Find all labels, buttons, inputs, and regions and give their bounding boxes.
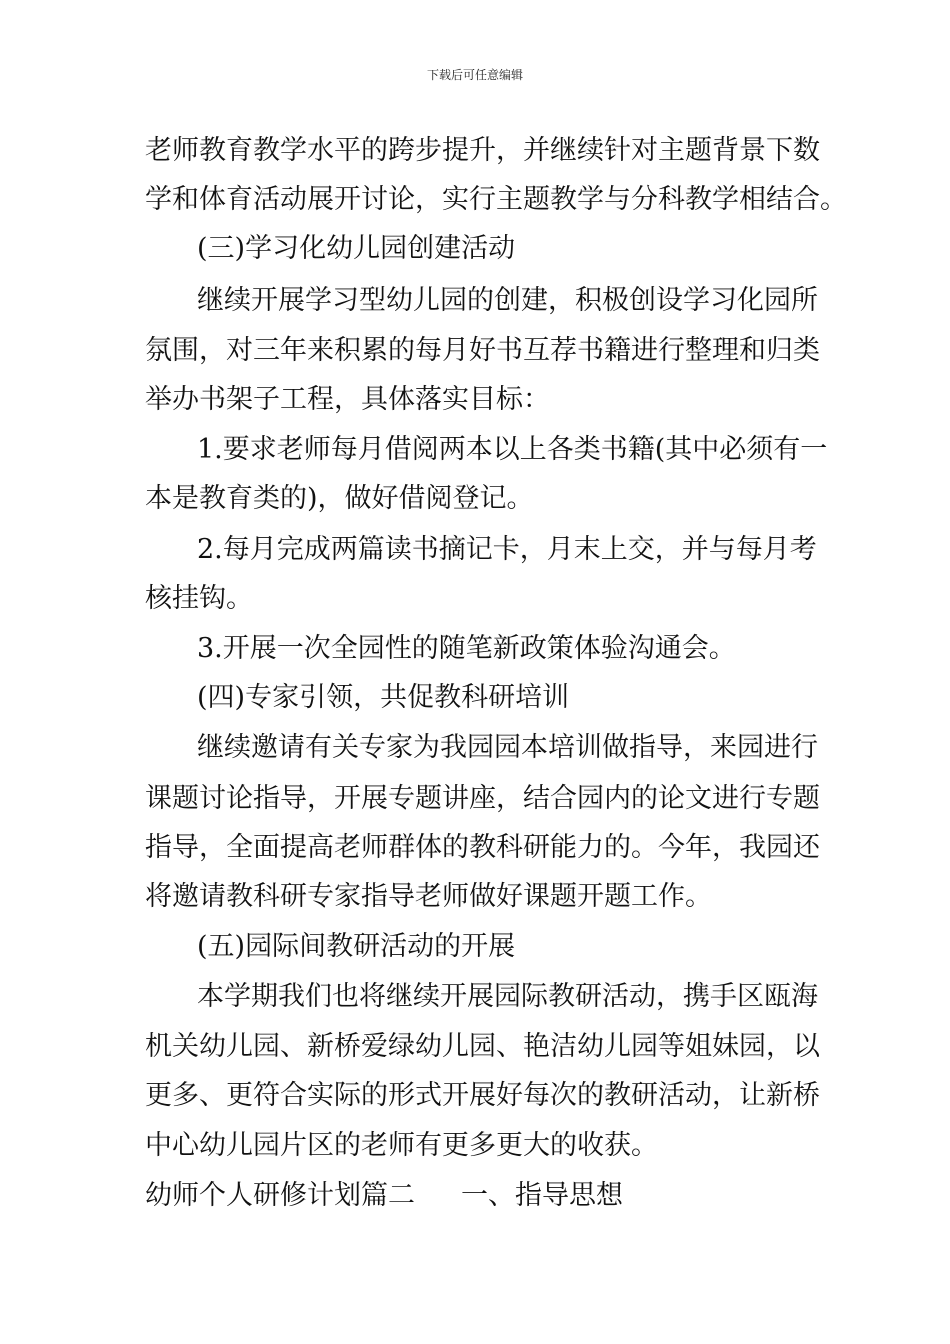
section-heading: (五)园际间教研活动的开展	[197, 931, 516, 962]
document-title: 幼师个人研修计划篇二	[145, 1180, 415, 1211]
paragraph-line: 举办书架子工程，具体落实目标：	[145, 384, 550, 415]
paragraph-line: 继续邀请有关专家为我园园本培训做指导，来园进行	[197, 732, 818, 763]
paragraph-line: 课题讨论指导，开展专题讲座，结合园内的论文进行专题	[145, 783, 820, 814]
closing-heading-line	[145, 1178, 825, 1214]
paragraph-line: 继续开展学习型幼儿园的创建，积极创设学习化园所	[197, 285, 818, 316]
list-item: 1.要求老师每月借阅两本以上各类书籍(其中必须有一	[197, 434, 828, 465]
paragraph-line: 本学期我们也将继续开展园际教研活动，携手区瓯海	[197, 981, 818, 1012]
section-heading: (四)专家引领，共促教科研培训	[197, 682, 570, 713]
paragraph-line: 老师教育教学水平的跨步提升，并继续针对主题背景下数	[145, 135, 820, 166]
paragraph-line: 中心幼儿园片区的老师有更多更大的收获。	[145, 1130, 658, 1161]
paragraph-line: 将邀请教科研专家指导老师做好课题开题工作。	[145, 881, 712, 912]
paragraph-line: 更多、更符合实际的形式开展好每次的教研活动，让新桥	[145, 1080, 820, 1111]
section-heading: 一、指导思想	[461, 1180, 623, 1211]
list-item: 2.每月完成两篇读书摘记卡，月末上交，并与每月考	[197, 534, 817, 565]
list-item-continuation: 本是教育类的)，做好借阅登记。	[145, 483, 534, 514]
paragraph-line: 机关幼儿园、新桥爱绿幼儿园、艳洁幼儿园等姐妹园，以	[145, 1031, 820, 1062]
paragraph-line: 氛围，对三年来积累的每月好书互荐书籍进行整理和归类	[145, 335, 820, 366]
list-item: 3.开展一次全园性的随笔新政策体验沟通会。	[197, 633, 736, 664]
paragraph-line: 学和体育活动展开讨论，实行主题教学与分科教学相结合。	[145, 184, 847, 215]
section-heading: (三)学习化幼儿园创建活动	[197, 233, 516, 264]
paragraph-line: 指导，全面提高老师群体的教科研能力的。今年，我园还	[145, 832, 820, 863]
page-header: 下载后可任意编辑	[426, 68, 523, 82]
list-item-continuation: 核挂钩。	[145, 583, 253, 614]
